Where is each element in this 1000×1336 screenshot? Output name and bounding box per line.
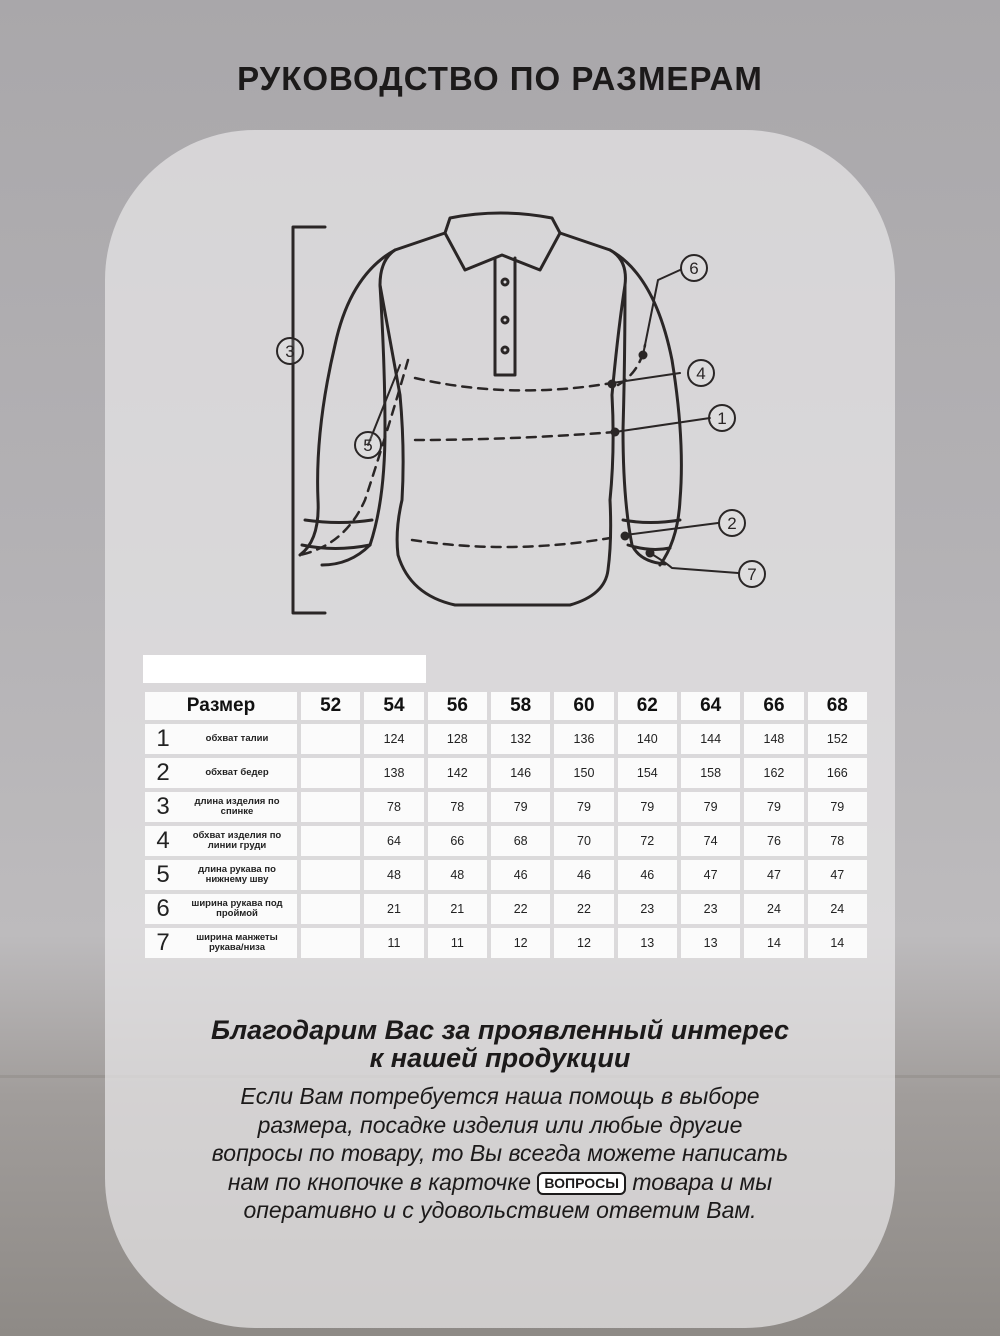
table-cell: 13 <box>618 928 677 958</box>
table-cell: 124 <box>364 724 423 754</box>
size-header-cell: 62 <box>618 692 677 720</box>
row-number: 4 <box>156 827 170 854</box>
row-number: 5 <box>156 861 170 888</box>
table-cell: 158 <box>681 758 740 788</box>
table-cell: 21 <box>428 894 487 924</box>
table-cell: 47 <box>808 860 867 890</box>
table-cell: 47 <box>744 860 803 890</box>
table-cell <box>301 724 360 754</box>
help-text <box>160 1082 840 1225</box>
row-number: 2 <box>156 759 170 786</box>
table-row <box>145 928 867 958</box>
table-cell: 150 <box>554 758 613 788</box>
size-table <box>141 688 871 962</box>
help-line-part: товара и мы <box>632 1168 773 1195</box>
marker-dot <box>639 351 648 360</box>
help-line: размера, посадке изделия или любые другие <box>257 1111 743 1138</box>
table-cell: 78 <box>428 792 487 822</box>
table-cell: 79 <box>681 792 740 822</box>
table-row <box>145 826 867 856</box>
table-cell: 146 <box>491 758 550 788</box>
shirt-button <box>502 279 508 285</box>
table-cell: 22 <box>491 894 550 924</box>
table-cell: 70 <box>554 826 613 856</box>
table-cell: 128 <box>428 724 487 754</box>
table-cell: 66 <box>428 826 487 856</box>
table-cell <box>301 826 360 856</box>
size-header-cell: 68 <box>808 692 867 720</box>
table-cell: 142 <box>428 758 487 788</box>
marker-label-6: 6 <box>689 259 699 278</box>
marker-label-2: 2 <box>727 514 737 533</box>
thanks-line: Благодарим Вас за проявленный интерес <box>210 1015 790 1045</box>
thanks-line: к нашей продукции <box>369 1043 631 1073</box>
table-cell: 12 <box>554 928 613 958</box>
table-cell: 11 <box>364 928 423 958</box>
table-cell: 46 <box>491 860 550 890</box>
table-cell <box>301 758 360 788</box>
table-cell: 14 <box>744 928 803 958</box>
leader-4 <box>612 373 680 383</box>
marker-label-4: 4 <box>696 364 706 383</box>
marker-label-7: 7 <box>747 565 757 584</box>
help-line: оперативно и с удовольствием ответим Вам. <box>243 1197 757 1223</box>
table-cell: 24 <box>744 894 803 924</box>
table-cell: 132 <box>491 724 550 754</box>
size-header-label: Размер <box>145 692 297 720</box>
row-label: ширина манжеты рукава/низа <box>196 932 278 953</box>
shirt-collar <box>445 213 560 270</box>
row-number: 3 <box>156 793 170 820</box>
table-cell: 47 <box>681 860 740 890</box>
right-sleeve <box>610 250 681 565</box>
row-header <box>145 758 297 788</box>
table-cell: 76 <box>744 826 803 856</box>
table-row <box>145 860 867 890</box>
table-cell: 79 <box>744 792 803 822</box>
hip-line <box>412 538 610 547</box>
table-cell: 79 <box>554 792 613 822</box>
table-cell: 78 <box>364 792 423 822</box>
table-cell: 152 <box>808 724 867 754</box>
table-cell: 13 <box>681 928 740 958</box>
leader-1 <box>615 418 710 432</box>
table-cell <box>301 928 360 958</box>
table-cell: 140 <box>618 724 677 754</box>
size-header-row <box>145 692 867 720</box>
marker-label-1: 1 <box>717 409 727 428</box>
leader-2 <box>625 523 718 535</box>
table-cell: 148 <box>744 724 803 754</box>
table-cell: 24 <box>808 894 867 924</box>
size-table-body <box>145 724 867 958</box>
row-label: обхват изделия по линии груди <box>192 830 282 851</box>
marker-dot <box>611 428 620 437</box>
size-header-cell: 64 <box>681 692 740 720</box>
left-cuff-line <box>305 520 372 523</box>
row-header <box>145 792 297 822</box>
size-header-cell: 52 <box>301 692 360 720</box>
help-line: Если Вам потребуется наша помощь в выборе <box>240 1083 760 1109</box>
questions-button-badge: ВОПРОСЫ <box>537 1172 626 1195</box>
page-title: РУКОВОДСТВО ПО РАЗМЕРАМ <box>237 60 763 97</box>
table-cell <box>301 894 360 924</box>
size-header-cell: 56 <box>428 692 487 720</box>
table-row <box>145 758 867 788</box>
table-cell: 48 <box>428 860 487 890</box>
marker-dot <box>621 532 630 541</box>
row-header <box>145 860 297 890</box>
row-header <box>145 724 297 754</box>
size-header-cell: 66 <box>744 692 803 720</box>
row-header <box>145 894 297 924</box>
table-cell: 12 <box>491 928 550 958</box>
table-cell <box>301 792 360 822</box>
table-cell: 21 <box>364 894 423 924</box>
shirt-button <box>502 317 508 323</box>
table-cell: 154 <box>618 758 677 788</box>
table-cell: 78 <box>808 826 867 856</box>
help-line: вопросы по товару, то Вы всегда можете написать <box>211 1140 789 1166</box>
table-cell: 46 <box>554 860 613 890</box>
size-header-cell: 60 <box>554 692 613 720</box>
right-cuff-line <box>623 520 680 523</box>
table-cell: 136 <box>554 724 613 754</box>
table-cell: 162 <box>744 758 803 788</box>
waist-line <box>415 432 615 440</box>
row-label: длина рукава по нижнему шву <box>198 864 276 885</box>
thanks-heading <box>105 1016 895 1072</box>
table-cell: 144 <box>681 724 740 754</box>
table-cell: 23 <box>681 894 740 924</box>
row-label: длина изделия по спинке <box>194 796 280 817</box>
left-cuff-line <box>302 545 370 549</box>
table-cell: 11 <box>428 928 487 958</box>
table-cell: 22 <box>554 894 613 924</box>
table-cell: 14 <box>808 928 867 958</box>
size-header-cell: 58 <box>491 692 550 720</box>
leader-6 <box>643 270 680 355</box>
marker-label-5: 5 <box>363 436 373 455</box>
table-cell: 166 <box>808 758 867 788</box>
row-label: обхват талии <box>205 733 269 744</box>
table-cell: 79 <box>618 792 677 822</box>
table-cell: 64 <box>364 826 423 856</box>
row-header <box>145 928 297 958</box>
row-number: 1 <box>156 725 170 752</box>
row-number: 7 <box>156 929 170 956</box>
table-cell: 46 <box>618 860 677 890</box>
help-line-part: нам по кнопочке в карточке <box>227 1168 531 1195</box>
shirt-body <box>380 233 625 605</box>
table-cell: 74 <box>681 826 740 856</box>
table-cell: 72 <box>618 826 677 856</box>
chest-line <box>415 378 612 390</box>
table-cell: 79 <box>491 792 550 822</box>
table-cell <box>301 860 360 890</box>
row-label: обхват бедер <box>205 767 269 778</box>
blank-label-box <box>143 655 426 683</box>
table-cell: 23 <box>618 894 677 924</box>
table-row <box>145 894 867 924</box>
marker-label-3: 3 <box>285 342 295 361</box>
marker-dot <box>646 549 655 558</box>
row-header <box>145 826 297 856</box>
help-line <box>160 1168 840 1197</box>
row-label: ширина рукава под проймой <box>191 898 283 919</box>
shirt-diagram <box>240 200 800 640</box>
marker-dot <box>608 380 617 389</box>
table-row <box>145 724 867 754</box>
table-cell: 68 <box>491 826 550 856</box>
table-row <box>145 792 867 822</box>
table-cell: 79 <box>808 792 867 822</box>
row-number: 6 <box>156 895 170 922</box>
table-cell: 138 <box>364 758 423 788</box>
shirt-button <box>502 347 508 353</box>
size-header-cell: 54 <box>364 692 423 720</box>
table-cell: 48 <box>364 860 423 890</box>
